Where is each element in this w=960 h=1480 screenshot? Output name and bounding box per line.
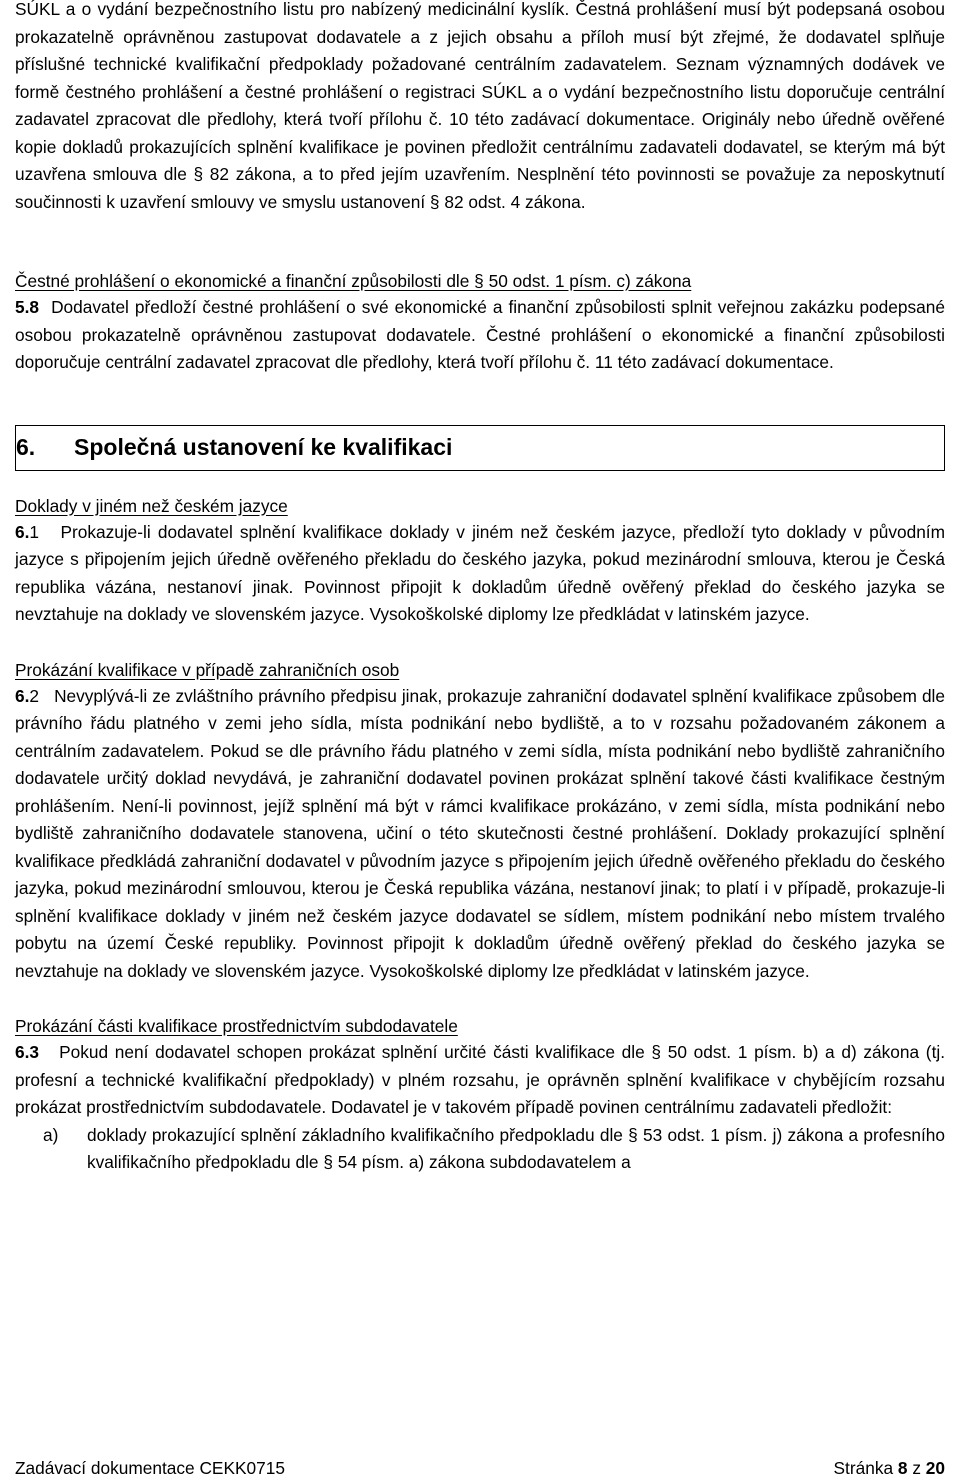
spacer	[15, 985, 945, 1013]
paragraph-5-8	[15, 294, 945, 377]
section-number: 6.	[16, 434, 36, 460]
clause-number: 6.	[15, 685, 30, 706]
paragraph-intro: SÚKL a o vydání bezpečnostního listu pro nabízený medicinální kyslík. Čestná prohlášení musí být podepsaná osobou prokazatelně oprávněnou zastupovat dodavatele a z jejich obsahu a příloh musí být zřejmé, že dodavatel splňuje příslušné technické kvalifikační předpoklady požadované centrálním zadavatelem. Seznam významných dodávek ve formě čestného prohlášení a čestné prohlášení o registraci SÚKL a o vydání bezpečnostního listu doporučuje centrální zadavatel zpracovat dle předlohy, která tvoří přílohu č. 10 této zadávací dokumentace. Originály nebo úředně ověřené kopie dokladů prokazujících splnění kvalifikace je povinen předložit centrálnímu zadavateli dodavatel, se kterým má být uzavřena smlouva dle § 82 zákona, a to před jejím uzavřením. Nesplnění této povinnosti se považuje za neposkytnutí součinnosti k uzavření smlouvy ve smyslu ustanovení § 82 odst. 4 zákona.	[15, 0, 945, 212]
clause-number: 6.3	[15, 1042, 40, 1062]
clause-number-rest: 2	[29, 685, 40, 706]
document-page	[15, 0, 945, 1177]
page-sep: z	[907, 1458, 926, 1478]
spacer	[15, 377, 945, 425]
clause-number-rest: 1	[29, 521, 40, 542]
clause-number: 5.8	[15, 297, 40, 317]
heading-economic-capacity: Čestné prohlášení o ekonomické a finanční způsobilosti dle § 50 odst. 1 písm. c) zákona	[15, 271, 692, 291]
clause-text: Prokazuje-li dodavatel splnění kvalifikace doklady v jiném než českém jazyce, předloží tyto doklady v původním jazyce s připojením jejich úředně ověřeného překladu do českého jazyka, pokud mezinárodní smlouva, kterou je Česká republika vázána, nestanoví jinak. Povinnost připojit k dokladům úředně ověřený překlad do českého jazyka se nevztahuje na doklady ve slovenském jazyce. Vysokoškolské diplomy lze předkládat v latinském jazyce.	[15, 521, 945, 624]
clause-text: Pokud není dodavatel schopen prokázat splnění určité části kvalifikace dle § 50 odst. 1 písm. b) a d) zákona (tj. profesní a technické kvalifikační předpoklady) v plném rozsahu, je oprávněn splnění kvalifikace v chybějícím rozsahu prokázat prostřednictvím subdodavatele. Dodavatel je v takovém případě povinen centrálnímu zadavateli předložit:	[15, 1042, 946, 1117]
heading-foreign-persons: Prokázání kvalifikace v případě zahraničních osob	[15, 659, 400, 680]
spacer	[15, 471, 945, 493]
section-title: Společná ustanovení ke kvalifikaci	[74, 434, 453, 460]
page-current: 8	[897, 1458, 908, 1478]
paragraph-6-2	[15, 683, 945, 986]
section-heading-6	[15, 425, 945, 471]
paragraph-6-3	[15, 1039, 945, 1122]
clause-number: 6.	[15, 521, 30, 542]
page-total: 20	[925, 1458, 945, 1478]
page-prefix: Stránka	[833, 1458, 898, 1478]
clause-text: Nevyplývá-li ze zvláštního právního předpisu jinak, prokazuje zahraniční dodavatel splnění kvalifikace způsobem dle právního řádu platného v zemi jeho sídla, místa podnikání nebo bydliště, a to v rozsahu požadovaném zákonem a centrálním zadavatelem. Pokud se dle právního řádu platného v zemi sídla, místa podnikání nebo bydliště zahraničního dodavatele určitý doklad nevydává, je zahraniční dodavatel povinen prokázat splnění takové části kvalifikace čestným prohlášením. Není-li povinnost, jejíž splnění má být v rámci kvalifikace prokázáno, v zemi sídla, místa podnikání nebo bydliště zahraničního dodavatele stanovena, učiní o této skutečnosti čestné prohlášení. Doklady prokazující splnění kvalifikace předkládá zahraniční dodavatel v původním jazyce s připojením jejich úředně ověřeného překladu do českého jazyka, pokud mezinárodní smlouvou, kterou je Česká republika vázána, nestanoví jinak; to platí i v případě, prokazuje-li splnění kvalifikace doklady v jiném než českém jazyce dodavatel se sídlem, místem podnikání nebo místem trvalého pobytu na území České republiky. Povinnost připojit k dokladům úředně ověřený překlad do českého jazyka se nevztahuje na doklady ve slovenském jazyce. Vysokoškolské diplomy lze předkládat v latinském jazyce.	[15, 685, 945, 981]
page-footer	[15, 1456, 945, 1480]
list-marker: a)	[43, 1124, 59, 1145]
paragraph-6-1	[15, 519, 945, 629]
list-text: doklady prokazující splnění základního kvalifikačního předpokladu dle § 53 odst. 1 písm. j) zákona a profesního kvalifikačního předpokladu dle § 54 písm. a) zákona subdodavatelem a	[87, 1124, 945, 1172]
heading-subcontractor: Prokázání části kvalifikace prostřednictvím subdodavatele	[15, 1016, 458, 1036]
footer-doc-label: Zadávací dokumentace CEKK0715	[15, 1458, 285, 1478]
clause-text: Dodavatel předloží čestné prohlášení o své ekonomické a finanční způsobilosti splnit veřejnou zakázku podepsané osobou prokazatelně oprávněnou zastupovat dodavatele. Čestné prohlášení o ekonomické a finanční způsobilosti doporučuje centrální zadavatel zpracovat dle předlohy, která tvoří přílohu č. 11 této zadávací dokumentace.	[15, 297, 945, 372]
spacer	[15, 216, 945, 268]
spacer	[15, 629, 945, 657]
list-item-a	[15, 1122, 945, 1177]
heading-foreign-language: Doklady v jiném než českém jazyce	[15, 495, 288, 516]
footer-page-number	[834, 1456, 945, 1480]
